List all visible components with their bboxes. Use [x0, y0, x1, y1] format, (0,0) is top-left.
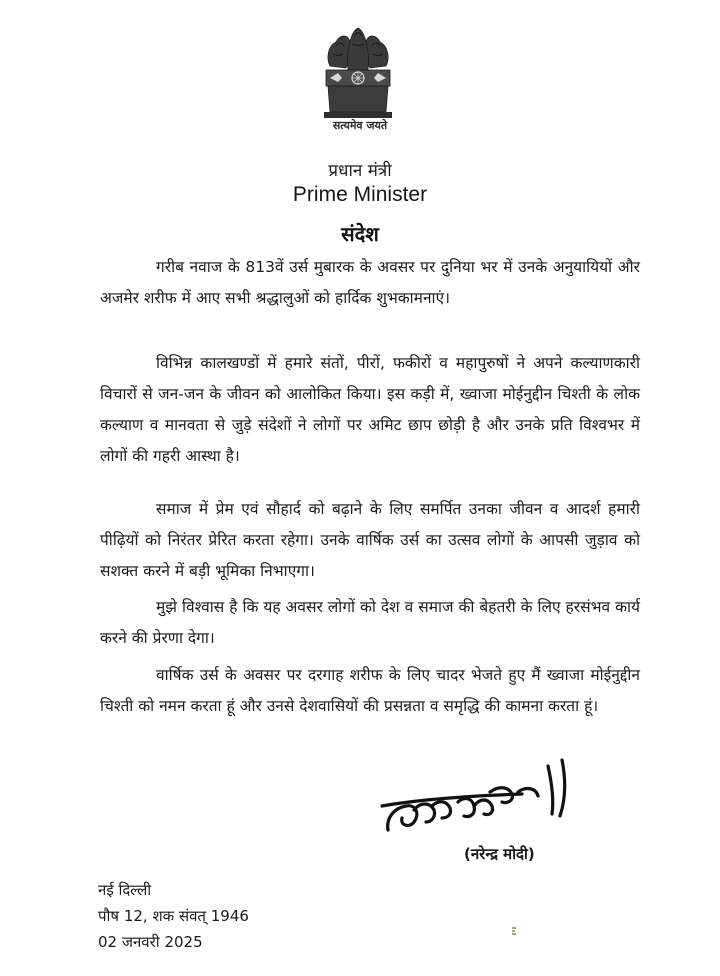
- ink-mark: [511, 926, 517, 936]
- message-heading: संदेश: [341, 222, 379, 246]
- gregorian-date: 02 जनवरी 2025: [98, 933, 203, 951]
- motto: सत्यमेव जयते: [332, 119, 388, 132]
- body-paragraph: मुझे विश्वास है कि यह अवसर लोगों को देश व समाज की बेहतरी के लिए हरसंभव कार्य करने की प्रेरणा देगा।: [100, 598, 640, 647]
- body-paragraph: वार्षिक उर्स के अवसर पर दरगाह शरीफ के लिए चादर भेजते हुए मैं ख्वाजा मोईनुद्दीन चिश्ती को नमन करता हूं और उनसे देशवासियों की प्रसन्नता व समृद्धि की कामना करता हूं।: [100, 666, 640, 715]
- office-title-hindi: प्रधान मंत्री: [328, 161, 392, 181]
- signatory-name: (नरेन्द्र मोदी): [464, 845, 535, 863]
- national-emblem-icon: [316, 20, 400, 124]
- body-paragraph: विभिन्न कालखण्डों में हमारे संतों, पीरों, फकीरों व महापुरुषों ने अपने कल्याणकारी विचारों से जन-जन के जीवन को आलोकित किया। इस कड़ी में, ख्वाजा मोईनुद्दीन चिश्ती के लोक कल्याण व मानवता से जुड़े संदेशों ने लोगों पर अमिट छाप छोड़ी है और उनके प्रति विश्वभर में लोगों की गहरी आस्था है।: [100, 354, 640, 465]
- saka-date: पौष 12, शक संवत् 1946: [98, 907, 249, 925]
- place: नई दिल्ली: [98, 881, 152, 899]
- office-title-english: Prime Minister: [292, 183, 428, 206]
- body-paragraph: समाज में प्रेम एवं सौहार्द को बढ़ाने के लिए समर्पित उनका जीवन व आदर्श हमारी पीढ़ियों को निरंतर प्रेरित करता रहेगा। उनके वार्षिक उर्स का उत्सव लोगों के आपसी जुड़ाव को सशक्त करने में बड़ी भूमिका निभाएगा।: [100, 500, 640, 580]
- handwritten-signature: [376, 756, 580, 842]
- body-paragraph: गरीब नवाज के 813वें उर्स मुबारक के अवसर पर दुनिया भर में उनके अनुयायियों और अजमेर शरीफ में आए सभी श्रद्धालुओं को हार्दिक शुभकामनाएं।: [100, 258, 640, 307]
